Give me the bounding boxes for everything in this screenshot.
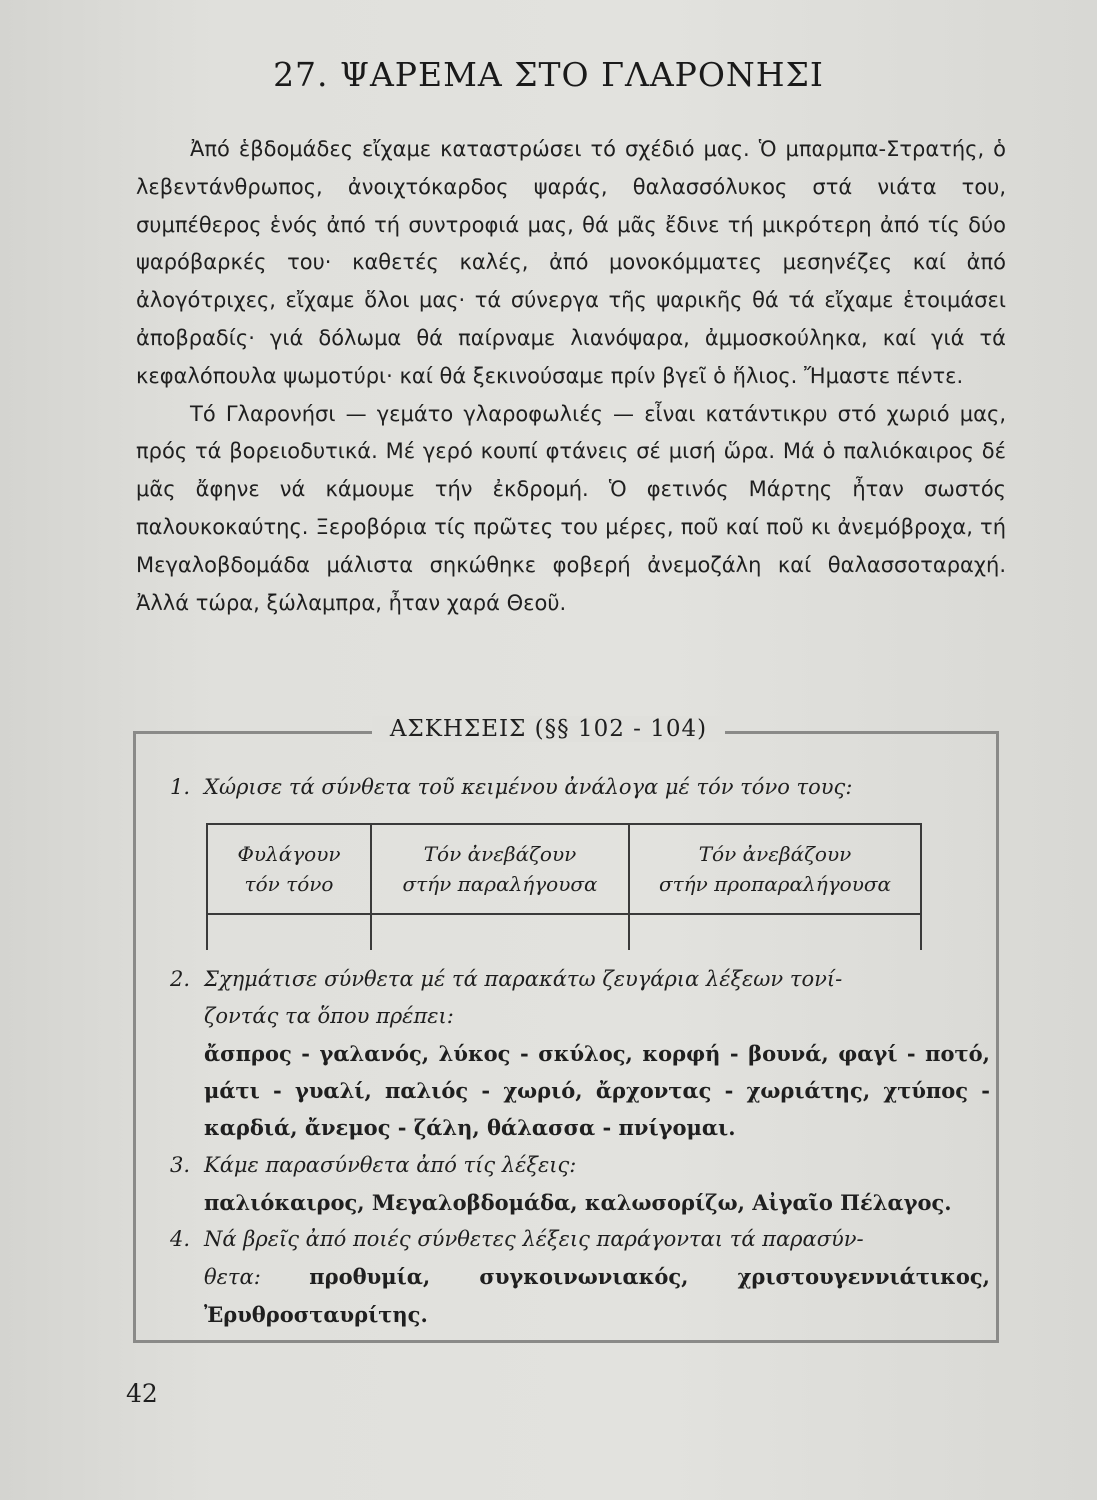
table-cell (371, 914, 629, 950)
col1-line1: Φυλάγουν (237, 842, 341, 866)
exercise-3-text: Κάμε παρασύνθετα ἀπό τίς λέξεις: (204, 1153, 577, 1177)
exercise-3 (170, 1147, 990, 1221)
exercises-heading: ΑΣΚΗΣΕΙΣ (§§ 102 - 104) (372, 716, 725, 742)
exercise-2-text-line1: Σχημάτισε σύνθετα μέ τά παρακάτω ζευγάρια λέξεων τονί- (204, 967, 843, 991)
table-cell (629, 914, 921, 950)
exercise-1-number: 1. (170, 775, 191, 799)
col3-line1: Τόν ἀνεβάζουν (698, 842, 852, 866)
exercise-3-words: παλιόκαιρος, Μεγαλοβδομάδα, καλωσορίζω, Αἰγαῖο Πέλαγος. (204, 1190, 952, 1215)
exercise-2-text-line2: ζοντάς τα ὅπου πρέπει: (204, 1004, 454, 1028)
paragraph-2: Τό Γλαρονήσι — γεμάτο γλαροφωλιές — εἶναι κατάντικρυ στό χωριό μας, πρός τά βορειοδυτικά. Μέ γερό κουπί φτάνεις σέ μισή ὥρα. Μά ὁ παλιόκαιρος δέ μᾶς ἄφηνε νά κάμουμε τήν ἐκδρομή. Ὁ φετινός Μάρτης ἦταν σωστός παλουκοκαύτης. Ξεροβόρια τίς πρῶτες του μέρες, ποῦ καί ποῦ κι ἀνεμόβροχα, τή Μεγαλοβδομάδα μάλιστα σηκώθηκε φοβερή ἀνεμοζάλη καί θαλασσοταραχή. Ἀλλά τώρα, ξώλαμπρα, ἦταν χαρά Θεοῦ. (136, 401, 1006, 615)
table-header-cell (207, 824, 371, 914)
story-text (136, 131, 1006, 622)
col2-line1: Τόν ἀνεβάζουν (423, 842, 577, 866)
exercise-2 (170, 961, 990, 1146)
col3-line2: στήν προπαραλήγουσα (658, 872, 892, 896)
exercise-2-number: 2. (170, 967, 191, 991)
table-header-row (207, 824, 921, 914)
exercise-4-number: 4. (170, 1227, 191, 1251)
exercise-1-text: Χώρισε τά σύνθετα τοῦ κειμένου ἀνάλογα μέ τόν τόνο τους: (204, 775, 853, 799)
table-answer-row (207, 914, 921, 950)
table-header-cell (371, 824, 629, 914)
exercise-2-words: ἄσπρος - γαλανός, λύκος - σκύλος, κορφή - βουνά, φαγί - ποτό, μάτι - γυαλί, παλιός - χωριό, ἄρχοντας - χωριάτης, χτύπος - καρδιά, ἄνεμος - ζάλη, θάλασσα - πνίγομαι. (204, 1041, 990, 1140)
table-header-cell (629, 824, 921, 914)
exercise-4-line2 (170, 1258, 990, 1334)
page-number: 42 (126, 1379, 158, 1408)
accent-table (206, 823, 922, 950)
chapter-title: 27. ΨΑΡΕΜΑ ΣΤΟ ΓΛΑΡΟΝΗΣΙ (273, 55, 824, 94)
col1-line2: τόν τόνο (244, 872, 334, 896)
col2-line2: στήν παραλήγουσα (402, 872, 598, 896)
exercise-3-number: 3. (170, 1153, 191, 1177)
table-cell (207, 914, 371, 950)
exercise-4-words: προθυμία, συγκοινωνιακός, χριστουγεννιάτικος, Ἐρυθροσταυρίτης. (204, 1264, 990, 1327)
exercise-4-text-line1: Νά βρεῖς ἀπό ποιές σύνθετες λέξεις παράγονται τά παρασύν- (204, 1227, 864, 1251)
exercise-4 (170, 1221, 990, 1334)
exercise-4-text-line2: θετα: (204, 1265, 261, 1289)
exercises-heading-wrap (0, 716, 1097, 742)
exercise-1 (170, 769, 990, 806)
paragraph-1: Ἀπό ἑβδομάδες εἴχαμε καταστρώσει τό σχέδιό μας. Ὁ μπαρμπα-Στρατής, ὁ λεβεντάνθρωπος, ἀνοιχτόκαρδος ψαράς, θαλασσόλυκος στά νιάτα του, συμπέθερος ἑνός ἀπό τή συντροφιά μας, θά μᾶς ἔδινε τή μικρότερη ἀπό τίς δύο ψαρόβαρκές του· καθετές καλές, ἀπό μονοκόμματες μεσηνέζες καί ἀπό ἀλογότριχες, εἴχαμε ὅλοι μας· τά σύνεργα τῆς ψαρικῆς θά τά εἴχαμε ἑτοιμάσει ἀποβραδίς· γιά δόλωμα θά παίρναμε λιανόψαρα, ἀμμοσκούληκα, καί γιά τά κεφαλόπουλα ψωμοτύρι· καί θά ξεκινούσαμε πρίν βγεῖ ὁ ἥλιος. Ἤμαστε πέντε. (136, 137, 1006, 388)
